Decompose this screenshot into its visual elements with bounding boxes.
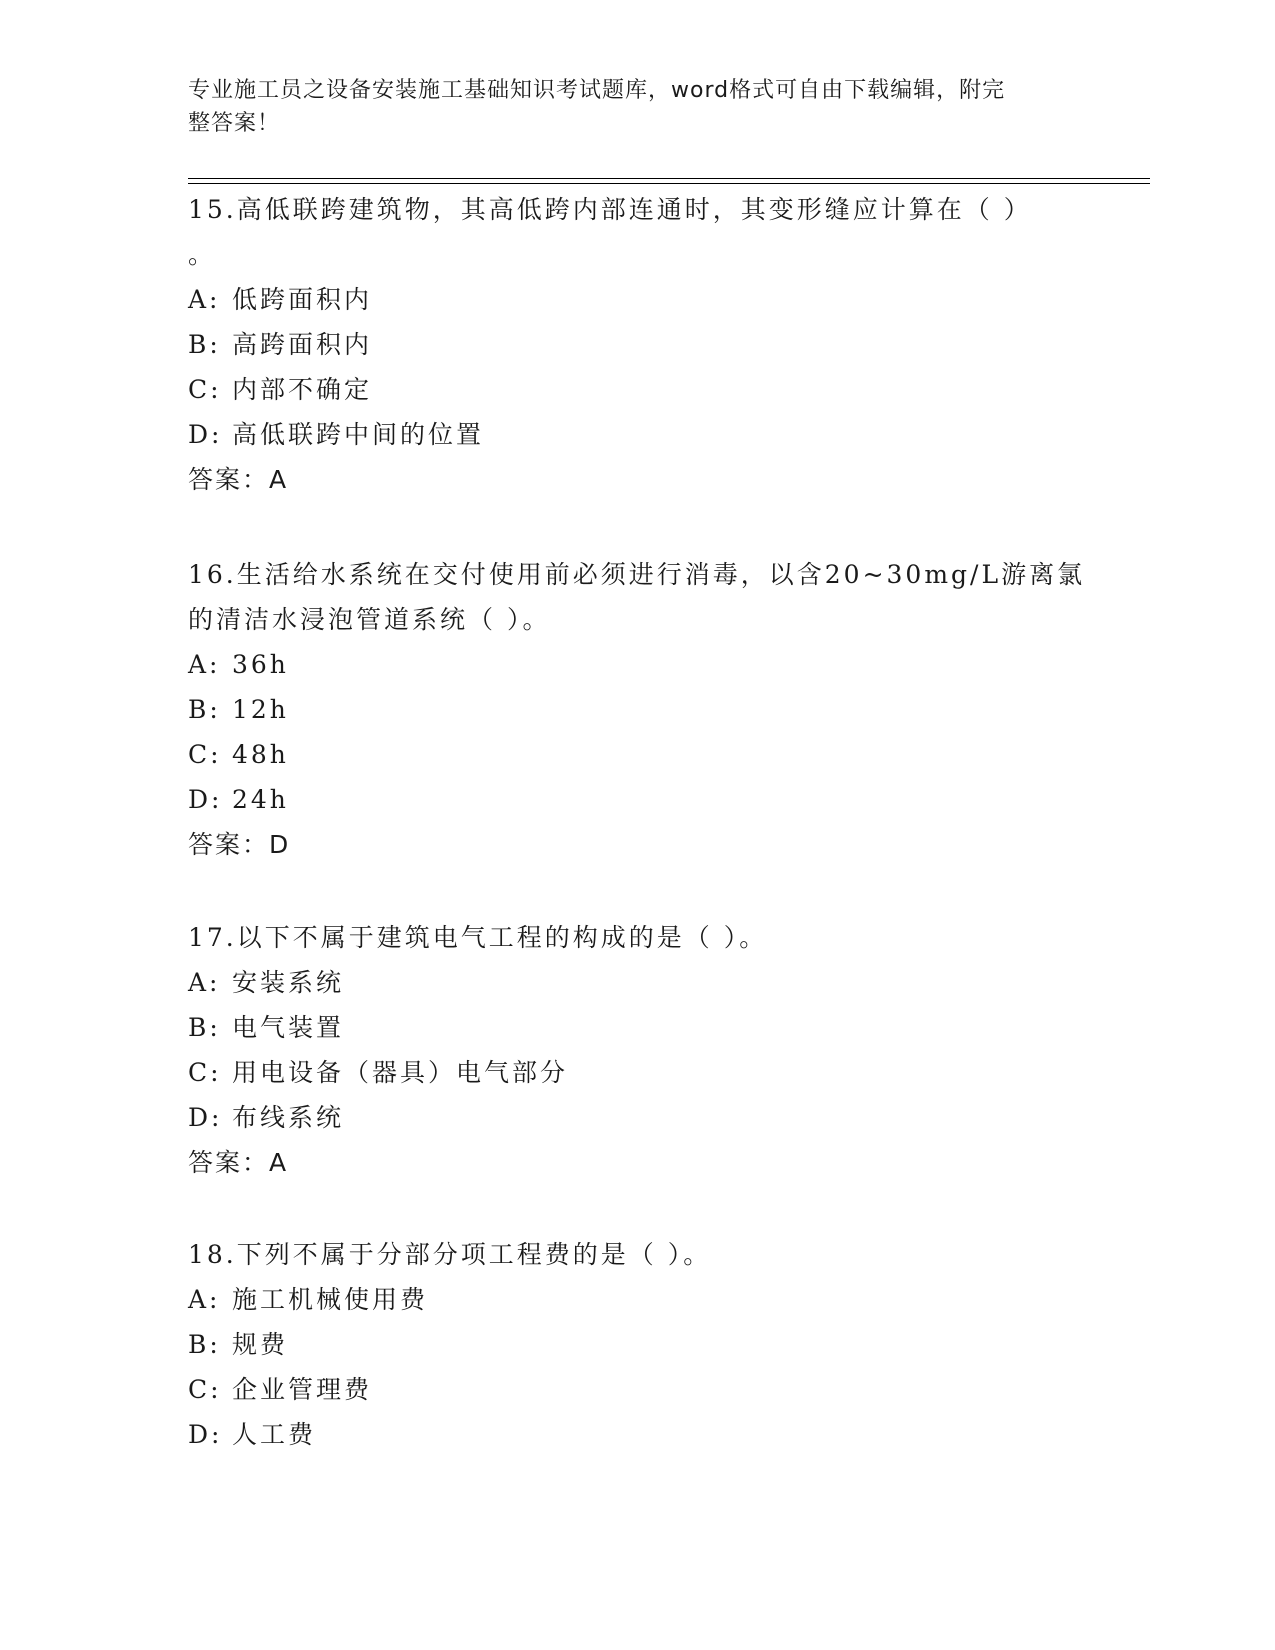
option-d bbox=[188, 1095, 1088, 1140]
option-d bbox=[188, 412, 1088, 457]
option-text: 24h bbox=[232, 785, 289, 814]
option-b bbox=[188, 1322, 1088, 1367]
question-15 bbox=[188, 187, 1088, 502]
question-18 bbox=[188, 1232, 1088, 1457]
option-key: D: bbox=[188, 1420, 223, 1449]
document-header bbox=[188, 74, 1068, 140]
option-key: A: bbox=[188, 968, 221, 997]
option-b bbox=[188, 322, 1088, 367]
option-b bbox=[188, 687, 1088, 732]
answer-label: 答案：A bbox=[188, 1148, 289, 1177]
option-c bbox=[188, 732, 1088, 777]
option-key: C: bbox=[188, 740, 222, 769]
option-a bbox=[188, 1277, 1088, 1322]
option-a bbox=[188, 960, 1088, 1005]
question-17 bbox=[188, 915, 1088, 1185]
option-text: 电气装置 bbox=[232, 1013, 345, 1042]
option-key: C: bbox=[188, 375, 222, 404]
option-key: A: bbox=[188, 1285, 221, 1314]
option-a bbox=[188, 277, 1088, 322]
option-text: 36h bbox=[232, 650, 289, 679]
header-line-1: 专业施工员之设备安装施工基础知识考试题库，word格式可自由下载编辑，附完 bbox=[188, 78, 1006, 103]
answer-label: 答案：A bbox=[188, 465, 289, 494]
option-b bbox=[188, 1005, 1088, 1050]
option-text: 48h bbox=[232, 740, 289, 769]
option-text: 安装系统 bbox=[232, 968, 345, 997]
option-text: 高低联跨中间的位置 bbox=[232, 420, 485, 449]
option-key: A: bbox=[188, 285, 221, 314]
question-16 bbox=[188, 552, 1088, 867]
option-text: 施工机械使用费 bbox=[232, 1285, 429, 1314]
header-divider-top bbox=[188, 178, 1150, 179]
header-line-2: 整答案！ bbox=[188, 111, 281, 136]
option-text: 12h bbox=[232, 695, 289, 724]
option-d bbox=[188, 777, 1088, 822]
option-text: 规费 bbox=[232, 1330, 289, 1359]
question-stem-continuation: 。 bbox=[188, 240, 217, 269]
option-key: B: bbox=[188, 330, 221, 359]
option-key: B: bbox=[188, 695, 221, 724]
question-stem: 18.下列不属于分部分项工程费的是（ ）。 bbox=[188, 1240, 712, 1269]
option-c bbox=[188, 1367, 1088, 1412]
option-text: 内部不确定 bbox=[232, 375, 373, 404]
option-text: 人工费 bbox=[232, 1420, 317, 1449]
option-c bbox=[188, 1050, 1088, 1095]
option-key: D: bbox=[188, 1103, 223, 1132]
option-key: B: bbox=[188, 1013, 221, 1042]
option-key: C: bbox=[188, 1375, 222, 1404]
option-key: D: bbox=[188, 420, 223, 449]
question-stem: 16.生活给水系统在交付使用前必须进行消毒，以含20~30mg/L游离氯 bbox=[188, 560, 1086, 589]
option-key: A: bbox=[188, 650, 221, 679]
option-key: B: bbox=[188, 1330, 221, 1359]
option-text: 低跨面积内 bbox=[232, 285, 373, 314]
option-text: 企业管理费 bbox=[232, 1375, 373, 1404]
answer-label: 答案：D bbox=[188, 830, 291, 859]
option-key: C: bbox=[188, 1058, 222, 1087]
option-c bbox=[188, 367, 1088, 412]
option-key: D: bbox=[188, 785, 223, 814]
question-stem: 17.以下不属于建筑电气工程的构成的是（ ）。 bbox=[188, 923, 768, 952]
option-d bbox=[188, 1412, 1088, 1457]
option-text: 高跨面积内 bbox=[232, 330, 373, 359]
header-divider-bottom bbox=[188, 183, 1150, 184]
question-stem-continuation: 的清洁水浸泡管道系统（ ）。 bbox=[188, 605, 551, 634]
question-stem: 15.高低联跨建筑物，其高低跨内部连通时，其变形缝应计算在（ ） bbox=[188, 195, 1032, 224]
option-a bbox=[188, 642, 1088, 687]
option-text: 布线系统 bbox=[232, 1103, 345, 1132]
option-text: 用电设备（器具）电气部分 bbox=[232, 1058, 569, 1087]
